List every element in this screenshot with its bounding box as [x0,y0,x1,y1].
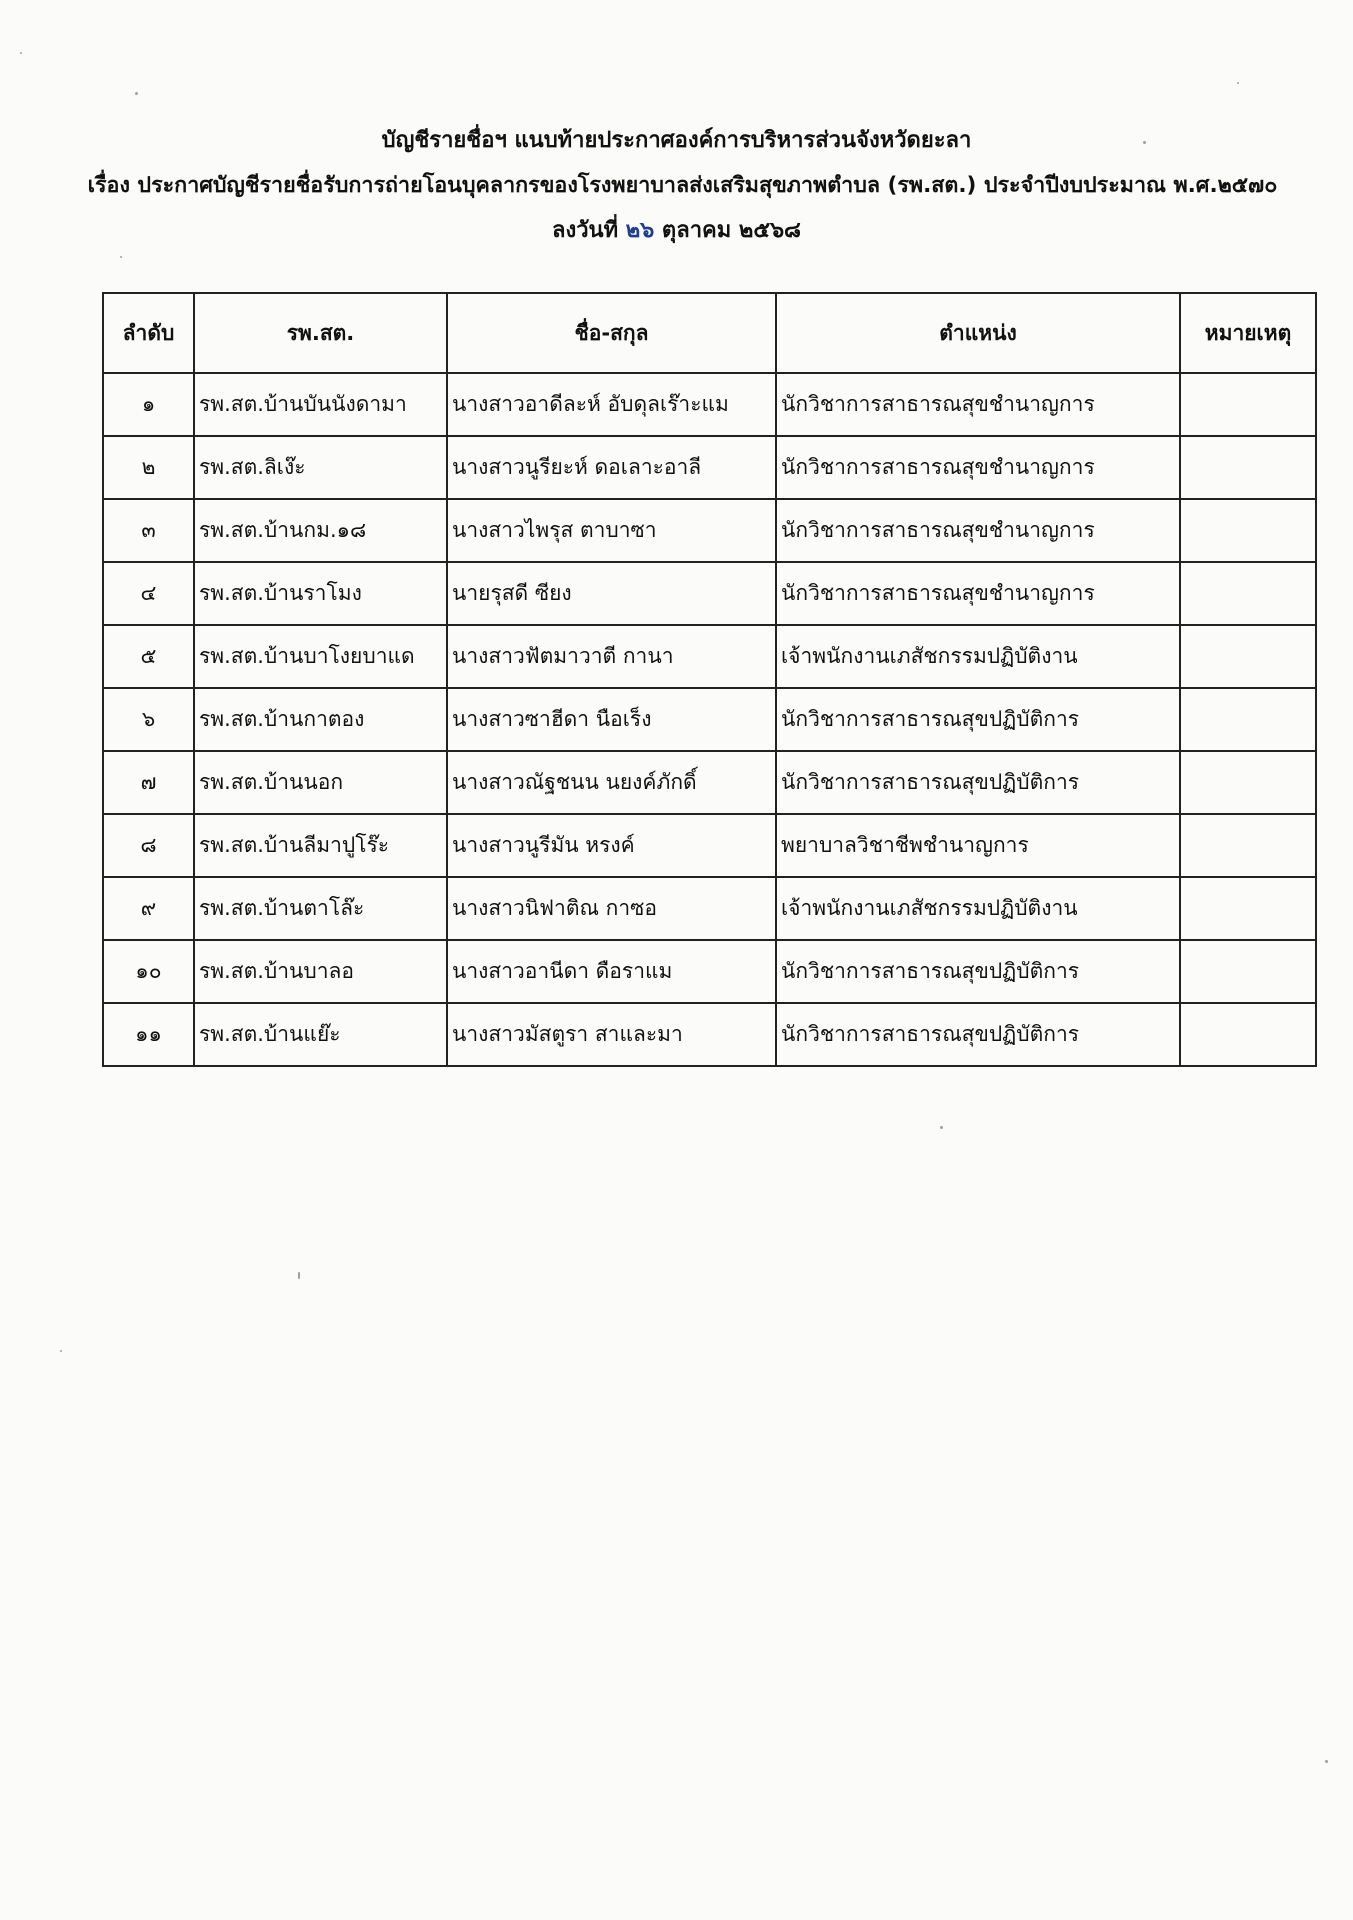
cell-order: ๔ [103,562,194,625]
cell-hospital: รพ.สต.บ้านตาโล๊ะ [194,877,447,940]
table-header-row [103,293,1316,373]
cell-remark [1180,436,1316,499]
table-row [103,1003,1316,1066]
cell-name: นางสาวฟัตมาวาตี กานา [447,625,776,688]
cell-hospital: รพ.สต.ลิเง๊ะ [194,436,447,499]
scan-speck [1325,1760,1328,1763]
scan-speck [135,92,138,95]
table-row [103,499,1316,562]
scan-speck [298,1272,300,1279]
cell-remark [1180,688,1316,751]
cell-name: นางสาวณัฐชนน นยงค์ภักดิ์ [447,751,776,814]
table-row [103,751,1316,814]
document-subject [6,171,1353,201]
cell-hospital: รพ.สต.บ้านลีมาปูโร๊ะ [194,814,447,877]
cell-position: นักวิชาการสาธารณสุขปฏิบัติการ [776,940,1180,1003]
header-remark: หมายเหตุ [1180,293,1316,373]
cell-name: นางสาวนูรีมัน หรงค์ [447,814,776,877]
table-row [103,436,1316,499]
scan-speck [20,52,22,54]
cell-name: นางสาวนิฟาติณ กาซอ [447,877,776,940]
cell-name: นางสาวอาดีละห์ อับดุลเร๊าะแม [447,373,776,436]
cell-name: นางสาวไพรุส ตาบาซา [447,499,776,562]
cell-order: ๕ [103,625,194,688]
date-suffix: ตุลาคม ๒๕๖๘ [661,218,802,243]
table-row [103,373,1316,436]
cell-order: ๑ [103,373,194,436]
cell-position: นักวิชาการสาธารณสุขชำนาญการ [776,436,1180,499]
cell-order: ๗ [103,751,194,814]
cell-remark [1180,940,1316,1003]
cell-remark [1180,625,1316,688]
cell-hospital: รพ.สต.บ้านกาตอง [194,688,447,751]
cell-hospital: รพ.สต.บ้านราโมง [194,562,447,625]
cell-name: นางสาวซาฮีดา นือเร็ง [447,688,776,751]
header-order: ลำดับ [103,293,194,373]
cell-position: นักวิชาการสาธารณสุขชำนาญการ [776,562,1180,625]
title-line-1: บัญชีรายชื่อฯ แนบท้ายประกาศองค์การบริหารส่วนจังหวัดยะลา [381,128,972,153]
cell-remark [1180,499,1316,562]
cell-name: นายรุสดี ซียง [447,562,776,625]
scan-speck [1237,82,1239,84]
scan-speck [1143,141,1146,144]
cell-position: นักวิชาการสาธารณสุขชำนาญการ [776,373,1180,436]
cell-remark [1180,373,1316,436]
cell-hospital: รพ.สต.บ้านบาโงยบาแด [194,625,447,688]
cell-remark [1180,1003,1316,1066]
document-title [0,126,1353,156]
cell-order: ๖ [103,688,194,751]
cell-order: ๑๑ [103,1003,194,1066]
personnel-table [102,292,1317,1067]
title-line-2: เรื่อง ประกาศบัญชีรายชื่อรับการถ่ายโอนบุคลากรของโรงพยาบาลส่งเสริมสุขภาพตำบล (รพ.สต.) ประจำปีงบประมาณ พ.ศ.๒๕๗๐ [87,173,1278,198]
cell-remark [1180,814,1316,877]
table-row [103,688,1316,751]
cell-order: ๓ [103,499,194,562]
date-prefix: ลงวันที่ [551,218,619,243]
cell-position: นักวิชาการสาธารณสุขปฏิบัติการ [776,751,1180,814]
cell-order: ๑๐ [103,940,194,1003]
cell-hospital: รพ.สต.บ้านบาลอ [194,940,447,1003]
cell-remark [1180,751,1316,814]
cell-hospital: รพ.สต.บ้านกม.๑๘ [194,499,447,562]
table-row [103,562,1316,625]
cell-hospital: รพ.สต.บ้านบันนังดามา [194,373,447,436]
cell-order: ๘ [103,814,194,877]
table-row [103,814,1316,877]
table-row [103,940,1316,1003]
cell-name: นางสาวมัสตูรา สาและมา [447,1003,776,1066]
cell-name: นางสาวนูรียะห์ ดอเลาะอาลี [447,436,776,499]
document-date [0,216,1353,246]
cell-position: เจ้าพนักงานเภสัชกรรมปฏิบัติงาน [776,625,1180,688]
cell-position: นักวิชาการสาธารณสุขปฏิบัติการ [776,688,1180,751]
cell-remark [1180,877,1316,940]
cell-position: นักวิชาการสาธารณสุขปฏิบัติการ [776,1003,1180,1066]
table-row [103,625,1316,688]
cell-order: ๙ [103,877,194,940]
header-hospital: รพ.สต. [194,293,447,373]
scan-speck [940,1126,943,1129]
cell-position: เจ้าพนักงานเภสัชกรรมปฏิบัติงาน [776,877,1180,940]
cell-hospital: รพ.สต.บ้านนอก [194,751,447,814]
scan-speck [60,1350,62,1352]
cell-position: นักวิชาการสาธารณสุขชำนาญการ [776,499,1180,562]
cell-name: นางสาวอานีดา ดือราแม [447,940,776,1003]
date-day: ๒๖ [625,218,655,243]
header-name: ชื่อ-สกุล [447,293,776,373]
cell-order: ๒ [103,436,194,499]
cell-position: พยาบาลวิชาชีพชำนาญการ [776,814,1180,877]
header-position: ตำแหน่ง [776,293,1180,373]
cell-hospital: รพ.สต.บ้านแย๊ะ [194,1003,447,1066]
scan-speck [120,256,122,258]
table-row [103,877,1316,940]
cell-remark [1180,562,1316,625]
